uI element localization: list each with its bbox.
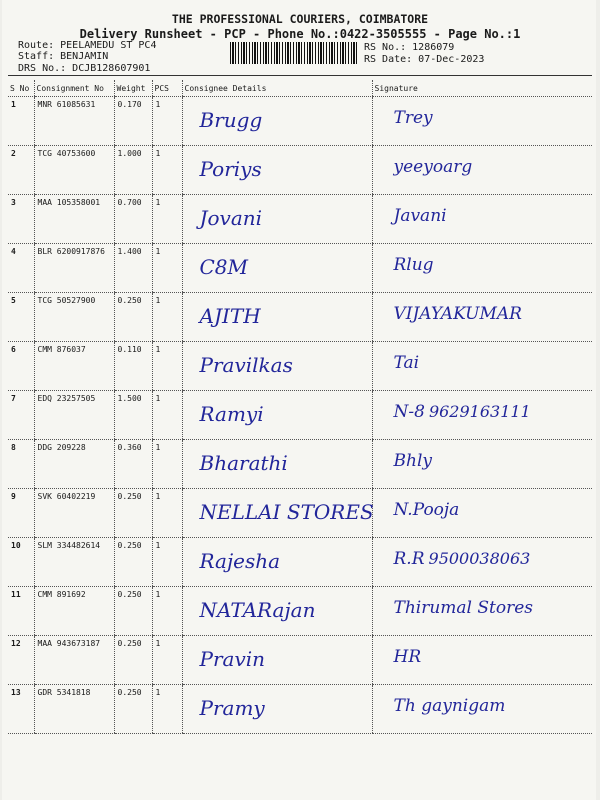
consignee-handwriting: Jovani [199, 206, 263, 230]
row-consignee [182, 195, 372, 244]
table-row [8, 489, 592, 538]
consignee-handwriting: Rajesha [199, 549, 281, 573]
row-pcs: 1 [152, 636, 182, 685]
table-row [8, 342, 592, 391]
row-consignment: MAA 943673187 [34, 636, 114, 685]
row-weight: 0.250 [114, 587, 152, 636]
col-consignee: Consignee Details [182, 80, 372, 97]
row-consignment: SLM 334482614 [34, 538, 114, 587]
table-row [8, 195, 592, 244]
row-sno: 6 [8, 342, 34, 391]
row-signature [372, 293, 592, 342]
staff-label: Staff: BENJAMIN [18, 51, 109, 62]
table-row [8, 685, 592, 734]
row-consignee [182, 244, 372, 293]
signature-handwriting [394, 647, 426, 667]
table-row [8, 293, 592, 342]
signature-text: Bhly [393, 451, 432, 471]
row-consignee [182, 636, 372, 685]
row-weight: 0.250 [114, 636, 152, 685]
row-pcs: 1 [152, 391, 182, 440]
row-weight: 0.360 [114, 440, 152, 489]
signature-handwriting [394, 598, 538, 618]
row-consignment: DDG 209228 [34, 440, 114, 489]
consignee-handwriting: Poriys [199, 157, 262, 181]
signature-text: N.Pooja [393, 500, 460, 520]
signature-handwriting [394, 108, 437, 128]
row-signature [372, 391, 592, 440]
row-consignee [182, 489, 372, 538]
runsheet-title: Delivery Runsheet - PCP - Phone No.:0422-3505555 - Page No.:1 [79, 27, 521, 41]
row-sno: 4 [8, 244, 34, 293]
col-consignment: Consignment No [34, 80, 114, 97]
signature-text: Trey [393, 108, 433, 128]
row-signature [372, 440, 592, 489]
row-signature [372, 97, 592, 146]
row-pcs: 1 [152, 685, 182, 734]
row-consignee [182, 391, 372, 440]
row-consignment: TCG 50527900 [34, 293, 114, 342]
row-pcs: 1 [152, 195, 182, 244]
row-sno: 2 [8, 146, 34, 195]
signature-text: Tai [393, 353, 420, 373]
table-row [8, 636, 592, 685]
col-pcs: PCS [152, 80, 182, 97]
row-signature [372, 342, 592, 391]
row-pcs: 1 [152, 342, 182, 391]
barcode [230, 42, 358, 64]
rs-date: RS Date: 07-Dec-2023 [364, 54, 485, 65]
row-weight: 0.250 [114, 293, 152, 342]
consignee-handwriting: Bharathi [199, 451, 288, 475]
row-signature [372, 685, 592, 734]
row-sno: 13 [8, 685, 34, 734]
row-consignment: BLR 6200917876 [34, 244, 114, 293]
row-weight: 1.400 [114, 244, 152, 293]
row-weight: 0.250 [114, 489, 152, 538]
row-weight: 0.250 [114, 538, 152, 587]
consignee-handwriting: Ramyi [199, 402, 264, 426]
consignee-handwriting: Brugg [199, 108, 263, 132]
consignee-handwriting: NELLAI STORES [199, 500, 374, 524]
signature-text: Th gaynigam [393, 696, 506, 716]
table-header-row [8, 80, 592, 97]
signature-handwriting [394, 255, 438, 275]
signature-text: R.R [393, 549, 425, 569]
signature-handwriting [394, 402, 531, 422]
signature-handwriting [394, 549, 531, 569]
row-signature [372, 489, 592, 538]
table-row [8, 244, 592, 293]
row-sno: 7 [8, 391, 34, 440]
signature-text: N-8 [393, 402, 425, 422]
table-row [8, 97, 592, 146]
row-signature [372, 244, 592, 293]
row-consignment: EDQ 23257505 [34, 391, 114, 440]
row-sno: 1 [8, 97, 34, 146]
row-consignment: MAA 105358001 [34, 195, 114, 244]
table-row [8, 391, 592, 440]
signature-text: yeeyoarg [393, 157, 473, 177]
row-pcs: 1 [152, 538, 182, 587]
consignee-handwriting: NATARajan [199, 598, 316, 622]
consignee-handwriting: Pravilkas [199, 353, 293, 377]
row-pcs: 1 [152, 440, 182, 489]
consignee-handwriting: Pramy [199, 696, 265, 720]
row-sno: 10 [8, 538, 34, 587]
row-consignment: SVK 60402219 [34, 489, 114, 538]
row-weight: 0.110 [114, 342, 152, 391]
signature-handwriting [394, 451, 436, 471]
row-weight: 0.250 [114, 685, 152, 734]
drs-number: DRS No.: DCJB128607901 [18, 63, 151, 74]
row-sno: 8 [8, 440, 34, 489]
row-consignment: MNR 61085631 [34, 97, 114, 146]
signature-text: Thirumal Stores [393, 598, 534, 618]
row-consignee [182, 587, 372, 636]
row-consignment: CMM 876037 [34, 342, 114, 391]
row-signature [372, 636, 592, 685]
signature-phone: 9629163111 [428, 402, 531, 421]
row-consignment: TCG 40753600 [34, 146, 114, 195]
row-sno: 12 [8, 636, 34, 685]
row-consignee [182, 293, 372, 342]
row-weight: 1.000 [114, 146, 152, 195]
company-title: THE PROFESSIONAL COURIERS, COIMBATORE [171, 12, 429, 26]
row-sno: 3 [8, 195, 34, 244]
signature-text: VIJAYAKUMAR [393, 304, 522, 324]
signature-handwriting [394, 696, 510, 716]
row-sno: 5 [8, 293, 34, 342]
row-consignee [182, 97, 372, 146]
col-signature: Signature [372, 80, 592, 97]
row-consignment: GDR 5341818 [34, 685, 114, 734]
consignee-handwriting: AJITH [199, 304, 261, 328]
row-consignment: CMM 891692 [34, 587, 114, 636]
row-pcs: 1 [152, 293, 182, 342]
col-weight: Weight [114, 80, 152, 97]
signature-phone: 9500038063 [428, 549, 531, 568]
row-consignee [182, 146, 372, 195]
row-consignee [182, 538, 372, 587]
signature-text: Rlug [393, 255, 434, 275]
row-weight: 1.500 [114, 391, 152, 440]
consignee-handwriting: C8M [199, 255, 249, 279]
row-sno: 11 [8, 587, 34, 636]
runsheet-table [8, 80, 592, 734]
signature-handwriting [394, 500, 464, 520]
row-weight: 0.700 [114, 195, 152, 244]
signature-text: Javani [393, 206, 447, 226]
signature-handwriting [394, 304, 526, 324]
row-signature [372, 195, 592, 244]
row-signature [372, 538, 592, 587]
row-consignee [182, 342, 372, 391]
consignee-handwriting: Pravin [199, 647, 266, 671]
row-weight: 0.170 [114, 97, 152, 146]
row-consignee [182, 685, 372, 734]
row-pcs: 1 [152, 97, 182, 146]
row-signature [372, 587, 592, 636]
rs-number: RS No.: 1286079 [364, 42, 455, 53]
row-pcs: 1 [152, 146, 182, 195]
table-row [8, 587, 592, 636]
row-pcs: 1 [152, 244, 182, 293]
table-row [8, 146, 592, 195]
row-consignee [182, 440, 372, 489]
row-pcs: 1 [152, 489, 182, 538]
row-pcs: 1 [152, 587, 182, 636]
table-row [8, 440, 592, 489]
signature-handwriting [394, 157, 477, 177]
table-row [8, 538, 592, 587]
row-sno: 9 [8, 489, 34, 538]
signature-handwriting [394, 206, 451, 226]
header-divider [8, 75, 592, 76]
signature-handwriting [394, 353, 424, 373]
route-label: Route: PEELAMEDU ST PC4 [18, 40, 157, 51]
signature-text: HR [393, 647, 422, 667]
row-signature [372, 146, 592, 195]
col-sno: S No [8, 80, 34, 97]
